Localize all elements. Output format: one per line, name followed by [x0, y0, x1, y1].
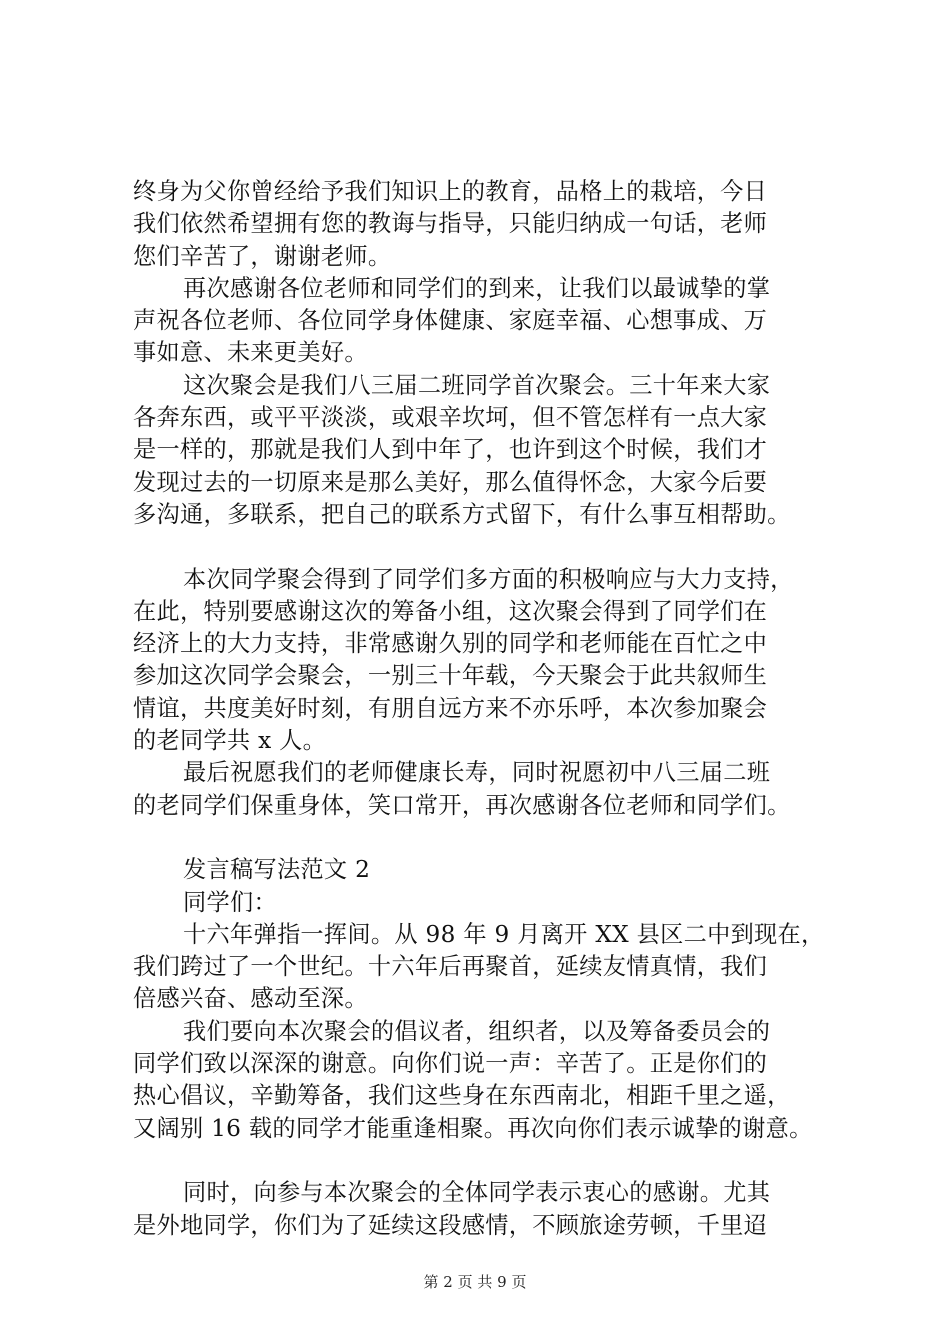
text-line: 您们辛苦了，谢谢老师。	[133, 242, 392, 270]
text-line: 事如意、未来更美好。	[133, 339, 368, 367]
paragraph-gap	[133, 531, 853, 563]
text-line: 本次同学聚会得到了同学们多方面的积极响应与大力支持，	[183, 565, 794, 593]
text-line: 发现过去的一切原来是那么美好，那么值得怀念，大家今后要	[133, 468, 768, 496]
text-line: 同学们致以深深的谢意。向你们说一声：辛苦了。正是你们的	[133, 1050, 768, 1078]
paragraph-gap	[133, 822, 853, 854]
text-line: 十六年弹指一挥间。从 98 年 9 月离开 XX 县区二中到现在，	[183, 920, 825, 948]
text-line: 这次聚会是我们八三届二班同学首次聚会。三十年来大家	[183, 371, 771, 399]
text-line: 终身为父你曾经给予我们知识上的教育，品格上的栽培，今日	[133, 178, 768, 205]
text-line: 热心倡议，辛勤筹备，我们这些身在东西南北，相距千里之遥，	[133, 1082, 791, 1110]
text-line: 是外地同学，你们为了延续这段感情，不顾旅途劳顿，千里迢	[133, 1211, 768, 1239]
text-line: 再次感谢各位老师和同学们的到来，让我们以最诚挚的掌	[183, 274, 771, 302]
text-line: 倍感兴奋、感动至深。	[133, 985, 368, 1013]
text-line: 我们要向本次聚会的倡议者，组织者，以及筹备委员会的	[183, 1017, 771, 1045]
section-heading: 发言稿写法范文 2	[183, 856, 371, 884]
text-line: 的老同学共 x 人。	[133, 727, 327, 755]
text-line: 在此，特别要感谢这次的筹备小组，这次聚会得到了同学们在	[133, 597, 768, 625]
text-line: 情谊，共度美好时刻，有朋自远方来不亦乐呼，本次参加聚会	[133, 694, 768, 722]
document-body	[133, 176, 853, 1242]
page-footer: 第 2 页 共 9 页	[423, 1273, 527, 1291]
text-line: 又阔别 16 载的同学才能重逢相聚。再次向你们表示诚挚的谢意。	[133, 1114, 813, 1142]
text-line: 同时，向参与本次聚会的全体同学表示衷心的感谢。尤其	[183, 1179, 771, 1207]
text-line: 最后祝愿我们的老师健康长寿，同时祝愿初中八三届二班	[183, 759, 771, 787]
salutation: 同学们：	[183, 888, 277, 916]
text-line: 声祝各位老师、各位同学身体健康、家庭幸福、心想事成、万	[133, 307, 768, 335]
text-line: 是一样的，那就是我们人到中年了，也许到这个时候，我们才	[133, 436, 768, 464]
text-line: 参加这次同学会聚会，一别三十年载，今天聚会于此共叙师生	[133, 662, 768, 690]
paragraph-gap	[133, 1145, 853, 1177]
text-line: 各奔东西，或平平淡淡，或艰辛坎坷，但不管怎样有一点大家	[133, 404, 768, 432]
text-line: 我们跨过了一个世纪。十六年后再聚首，延续友情真情，我们	[133, 953, 768, 981]
text-line: 我们依然希望拥有您的教诲与指导，只能归纳成一句话，老师	[133, 210, 768, 238]
text-line: 多沟通，多联系，把自己的联系方式留下，有什么事互相帮助。	[133, 500, 791, 528]
text-line: 的老同学们保重身体，笑口常开，再次感谢各位老师和同学们。	[133, 791, 791, 819]
text-line: 经济上的大力支持，非常感谢久别的同学和老师能在百忙之中	[133, 630, 768, 658]
